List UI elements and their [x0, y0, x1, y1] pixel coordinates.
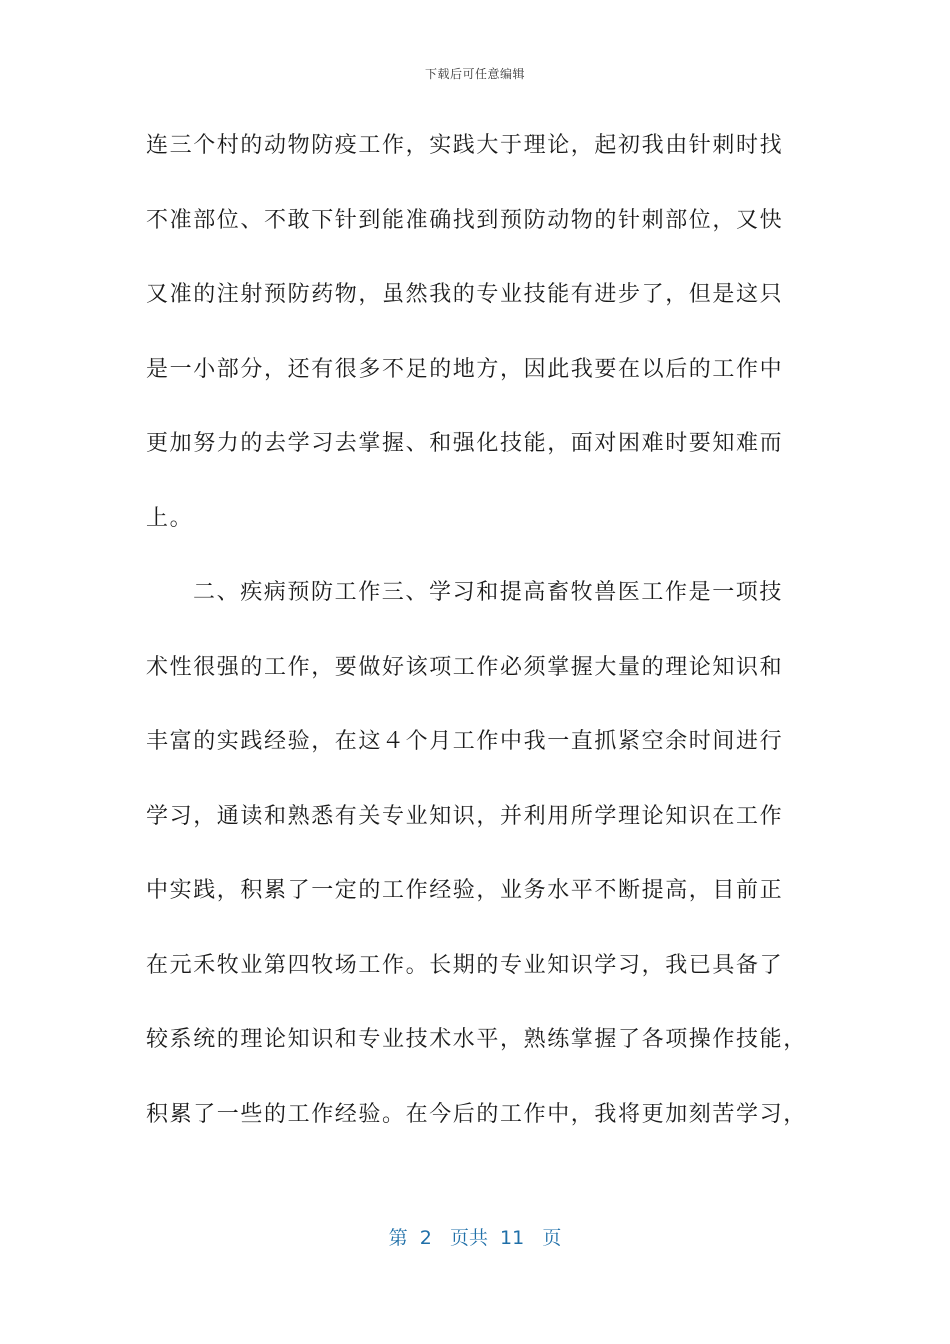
text-line: 丰富的实践经验，在这４个月工作中我一直抓紧空余时间进行 [146, 729, 784, 754]
text-line: 积累了一些的工作经验。在今后的工作中，我将更加刻苦学习， [146, 1101, 807, 1127]
text-line: 又准的注射预防药物，虽然我的专业技能有进步了，但是这只 [146, 282, 784, 307]
text-line: 更加努力的去学习去掌握、和强化技能，面对困难时要知难而 [146, 431, 784, 456]
text-line: 学习，通读和熟悉有关专业知识，并利用所学理论知识在工作 [146, 803, 784, 829]
text-line: 连三个村的动物防疫工作，实践大于理论，起初我由针刺时找 [146, 133, 784, 158]
text-line: 术性很强的工作，要做好该项工作必须掌握大量的理论知识和 [146, 654, 784, 680]
text-line: 上。 [146, 505, 194, 531]
document-body [146, 112, 810, 1155]
text-line: 中实践，积累了一定的工作经验，业务水平不断提高，目前正 [146, 878, 784, 903]
text-line: 不准部位、不敢下针到能准确找到预防动物的针刺部位，又快 [146, 207, 784, 233]
text-line: 是一小部分，还有很多不足的地方，因此我要在以后的工作中 [146, 356, 784, 382]
paragraph-start-line: 二、疾病预防工作三、学习和提高畜牧兽医工作是一项技 [193, 580, 784, 605]
page-number-footer: 第 2 页共 11 页 [388, 1227, 562, 1249]
page-header-note: 下载后可任意编辑 [424, 67, 525, 81]
text-line: 较系统的理论知识和专业技术水平，熟练掌握了各项操作技能， [146, 1027, 807, 1052]
text-line: 在元禾牧业第四牧场工作。长期的专业知识学习，我已具备了 [146, 952, 784, 978]
